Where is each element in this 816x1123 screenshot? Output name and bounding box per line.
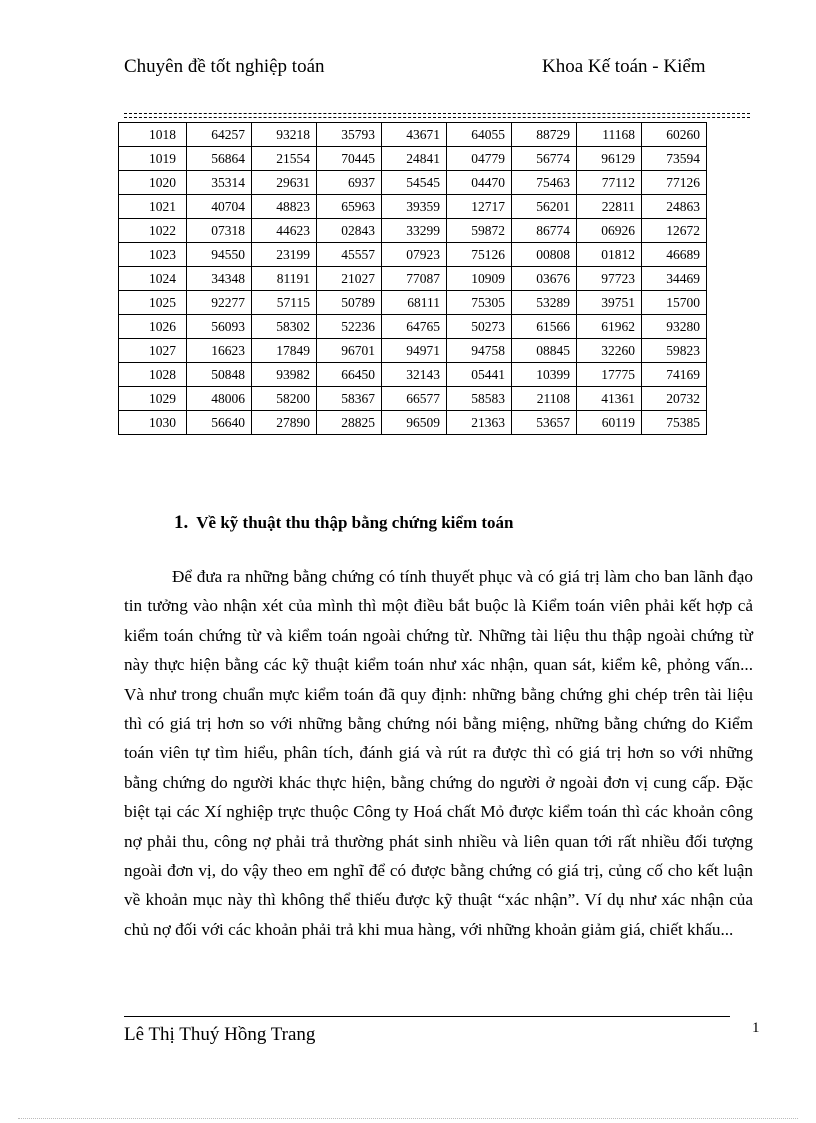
table-cell: 17849 xyxy=(252,339,317,363)
table-cell: 32260 xyxy=(577,339,642,363)
table-cell: 46689 xyxy=(642,243,707,267)
table-row xyxy=(119,315,707,339)
table-cell: 64765 xyxy=(382,315,447,339)
table-cell: 24863 xyxy=(642,195,707,219)
table-cell: 73594 xyxy=(642,147,707,171)
table-cell: 81191 xyxy=(252,267,317,291)
table-cell: 07923 xyxy=(382,243,447,267)
table-cell: 77112 xyxy=(577,171,642,195)
table-cell: 41361 xyxy=(577,387,642,411)
random-number-table xyxy=(118,122,707,435)
table-body xyxy=(119,123,707,435)
page-bottom-border xyxy=(18,1118,798,1119)
table-cell: 52236 xyxy=(317,315,382,339)
row-id-cell: 1026 xyxy=(119,315,187,339)
table-cell: 75463 xyxy=(512,171,577,195)
table-cell: 20732 xyxy=(642,387,707,411)
table-cell: 58200 xyxy=(252,387,317,411)
table-cell: 56864 xyxy=(187,147,252,171)
table-cell: 45557 xyxy=(317,243,382,267)
table-cell: 34469 xyxy=(642,267,707,291)
table-cell: 07318 xyxy=(187,219,252,243)
table-cell: 60119 xyxy=(577,411,642,435)
table-cell: 75385 xyxy=(642,411,707,435)
table-cell: 93280 xyxy=(642,315,707,339)
table-cell: 88729 xyxy=(512,123,577,147)
table-cell: 48006 xyxy=(187,387,252,411)
table-cell: 94550 xyxy=(187,243,252,267)
row-id-cell: 1022 xyxy=(119,219,187,243)
table-row xyxy=(119,339,707,363)
row-id-cell: 1018 xyxy=(119,123,187,147)
table-row xyxy=(119,171,707,195)
table-cell: 50789 xyxy=(317,291,382,315)
table-cell: 33299 xyxy=(382,219,447,243)
table-cell: 06926 xyxy=(577,219,642,243)
body-paragraph: Để đưa ra những bằng chứng có tính thuyết phục và có giá trị làm cho ban lãnh đạo tin tưởng vào nhận xét của mình thì một điều bắt buộc là Kiểm toán viên phải kết hợp cả kiểm toán chứng từ và kiểm toán ngoài chứng từ. Những tài liệu thu thập ngoài chứng từ này thực hiện bằng các kỹ thuật kiểm toán như xác nhận, quan sát, kiểm kê, phỏng vấn... Và như trong chuẩn mực kiểm toán đã quy định: những bằng chứng ghi chép trên tài liệu thì có giá trị hơn so với những bằng chứng nói bằng miệng, những bằng chứng do Kiểm toán viên tự tìm hiểu, phân tích, đánh giá và rút ra được thì có giá trị hơn so với những bằng chứng do người khác thực hiện, bằng chứng do người ở ngoài đơn vị cung cấp. Đặc biệt tại các Xí nghiệp trực thuộc Công ty Hoá chất Mỏ được kiểm toán thì các khoản công nợ phải thu, công nợ phải trả thường phát sinh nhiều và liên quan tới rất nhiều đối tượng ngoài đơn vị, do vậy theo em nghĩ để có được bằng chứng có giá trị, củng cố cho kết luận về khoản mục này thì không thể thiếu được kỹ thuật “xác nhận”. Ví dụ như xác nhận của chủ nợ đối với các khoản phải trả khi mua hàng, với những khoản giảm giá, chiết khấu... xyxy=(124,567,753,939)
table-cell: 70445 xyxy=(317,147,382,171)
table-cell: 77126 xyxy=(642,171,707,195)
table-cell: 24841 xyxy=(382,147,447,171)
table-cell: 50273 xyxy=(447,315,512,339)
table-cell: 56774 xyxy=(512,147,577,171)
table-row xyxy=(119,219,707,243)
table-cell: 56640 xyxy=(187,411,252,435)
table-cell: 64257 xyxy=(187,123,252,147)
table-cell: 66450 xyxy=(317,363,382,387)
table-row xyxy=(119,267,707,291)
row-id-cell: 1028 xyxy=(119,363,187,387)
row-id-cell: 1027 xyxy=(119,339,187,363)
table-cell: 74169 xyxy=(642,363,707,387)
table-row xyxy=(119,147,707,171)
table-cell: 04470 xyxy=(447,171,512,195)
row-id-cell: 1020 xyxy=(119,171,187,195)
table-cell: 96701 xyxy=(317,339,382,363)
table-cell: 54545 xyxy=(382,171,447,195)
table-cell: 60260 xyxy=(642,123,707,147)
table-cell: 21363 xyxy=(447,411,512,435)
table-cell: 34348 xyxy=(187,267,252,291)
table-cell: 75305 xyxy=(447,291,512,315)
table-cell: 11168 xyxy=(577,123,642,147)
table-cell: 66577 xyxy=(382,387,447,411)
table-cell: 56093 xyxy=(187,315,252,339)
table-row xyxy=(119,291,707,315)
table-cell: 96129 xyxy=(577,147,642,171)
table-cell: 65963 xyxy=(317,195,382,219)
table-cell: 6937 xyxy=(317,171,382,195)
table-cell: 00808 xyxy=(512,243,577,267)
table-cell: 77087 xyxy=(382,267,447,291)
section-heading xyxy=(174,512,513,534)
table-cell: 93218 xyxy=(252,123,317,147)
table-cell: 68111 xyxy=(382,291,447,315)
section-number: 1. xyxy=(174,512,189,533)
table-cell: 32143 xyxy=(382,363,447,387)
table-row xyxy=(119,387,707,411)
table-cell: 21027 xyxy=(317,267,382,291)
row-id-cell: 1024 xyxy=(119,267,187,291)
table-cell: 01812 xyxy=(577,243,642,267)
table-cell: 75126 xyxy=(447,243,512,267)
table-row xyxy=(119,411,707,435)
table-cell: 23199 xyxy=(252,243,317,267)
header-divider xyxy=(124,113,750,118)
table-cell: 58302 xyxy=(252,315,317,339)
row-id-cell: 1030 xyxy=(119,411,187,435)
table-cell: 50848 xyxy=(187,363,252,387)
table-cell: 59872 xyxy=(447,219,512,243)
table-cell: 86774 xyxy=(512,219,577,243)
table-cell: 92277 xyxy=(187,291,252,315)
table-cell: 53289 xyxy=(512,291,577,315)
body-text xyxy=(124,562,753,944)
table-cell: 57115 xyxy=(252,291,317,315)
table-row xyxy=(119,243,707,267)
row-id-cell: 1019 xyxy=(119,147,187,171)
table-cell: 48823 xyxy=(252,195,317,219)
table-cell: 61962 xyxy=(577,315,642,339)
table-cell: 53657 xyxy=(512,411,577,435)
table-cell: 96509 xyxy=(382,411,447,435)
table-cell: 12672 xyxy=(642,219,707,243)
table-cell: 94758 xyxy=(447,339,512,363)
table-cell: 93982 xyxy=(252,363,317,387)
table-cell: 35793 xyxy=(317,123,382,147)
table-cell: 10399 xyxy=(512,363,577,387)
table-cell: 58583 xyxy=(447,387,512,411)
table-cell: 58367 xyxy=(317,387,382,411)
table-cell: 15700 xyxy=(642,291,707,315)
table-cell: 12717 xyxy=(447,195,512,219)
table-cell: 05441 xyxy=(447,363,512,387)
table-cell: 28825 xyxy=(317,411,382,435)
header-right-title: Khoa Kế toán - Kiểm xyxy=(542,56,706,77)
row-id-cell: 1023 xyxy=(119,243,187,267)
footer-author: Lê Thị Thuý Hồng Trang xyxy=(124,1024,316,1045)
row-id-cell: 1025 xyxy=(119,291,187,315)
table-cell: 44623 xyxy=(252,219,317,243)
table-cell: 64055 xyxy=(447,123,512,147)
table-cell: 21108 xyxy=(512,387,577,411)
table-row xyxy=(119,195,707,219)
table-cell: 94971 xyxy=(382,339,447,363)
table-cell: 27890 xyxy=(252,411,317,435)
section-title: Về kỹ thuật thu thập bằng chứng kiểm toán xyxy=(196,513,514,532)
table-cell: 08845 xyxy=(512,339,577,363)
row-id-cell: 1021 xyxy=(119,195,187,219)
table-cell: 43671 xyxy=(382,123,447,147)
table-cell: 21554 xyxy=(252,147,317,171)
table-cell: 35314 xyxy=(187,171,252,195)
table-row xyxy=(119,123,707,147)
table-cell: 97723 xyxy=(577,267,642,291)
table-row xyxy=(119,363,707,387)
table-cell: 10909 xyxy=(447,267,512,291)
table-cell: 16623 xyxy=(187,339,252,363)
table-cell: 39751 xyxy=(577,291,642,315)
table-cell: 02843 xyxy=(317,219,382,243)
page-number: 1 xyxy=(752,1020,760,1036)
table-cell: 61566 xyxy=(512,315,577,339)
table-cell: 40704 xyxy=(187,195,252,219)
table-cell: 22811 xyxy=(577,195,642,219)
table-cell: 56201 xyxy=(512,195,577,219)
table-cell: 59823 xyxy=(642,339,707,363)
table-cell: 04779 xyxy=(447,147,512,171)
table-cell: 39359 xyxy=(382,195,447,219)
header-left-title: Chuyên đề tốt nghiệp toán xyxy=(124,56,325,77)
row-id-cell: 1029 xyxy=(119,387,187,411)
table-cell: 17775 xyxy=(577,363,642,387)
table-cell: 29631 xyxy=(252,171,317,195)
footer-divider xyxy=(124,1016,730,1017)
table-cell: 03676 xyxy=(512,267,577,291)
